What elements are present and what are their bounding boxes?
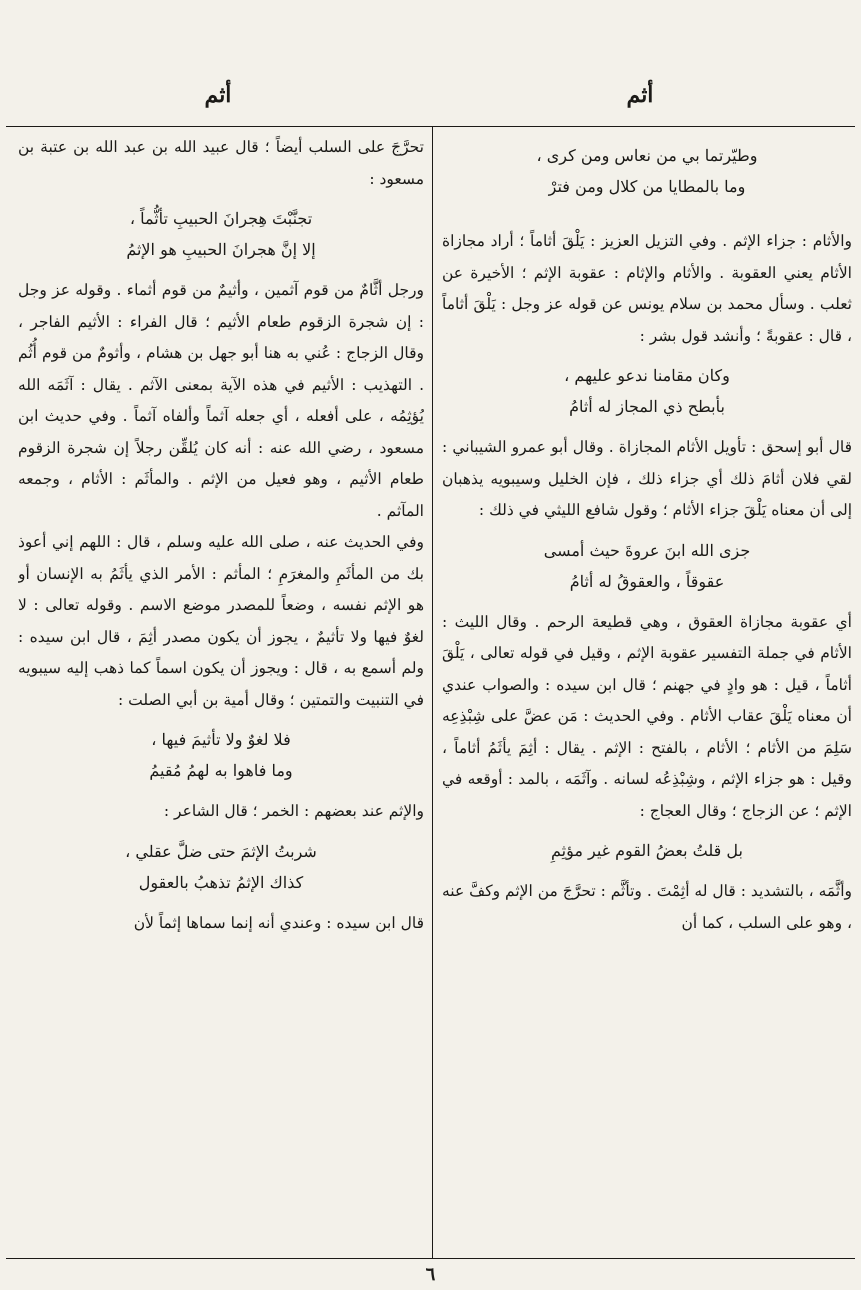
verse-line: شربتُ الإثمَ حتى ضلَّ عقلي ،: [125, 841, 317, 861]
paragraph: والأثام : جزاء الإثم . وفي التزيل العزيز : يَلْقَ أثاماً ؛ أراد مجازاة الأثام يعني العقوبة . والأثام والإثام : عقوبة الإثم ؛ الأخيرة عن ثعلب . وسأل محمد بن سلام يونس عن قوله عز وجل : يَلْقَ أثاماً ، قال : عقوبةً ؛ وأنشد قول بشر :: [442, 232, 852, 345]
verse-block: [442, 835, 852, 866]
header-headword-left: أثم: [204, 82, 232, 108]
verse-block: [442, 535, 852, 597]
verse-line: وطيّرتما بي من نعاس ومن كرى ،: [536, 146, 758, 165]
verse-line: بأبطح ذي المجاز له أثامُ: [569, 397, 725, 416]
paragraph: قال أبو إسحق : تأويل الأثام المجازاة . وقال أبو عمرو الشيباني : لقي فلان أثامَ ذلك أي جزاء ذلك ، فإن الخليل وسيبويه يذهبان إلى أن معناه يَلْقَ جزاء الأثام ؛ وقول شافع الليثي في ذلك :: [442, 438, 852, 519]
top-rule: [6, 126, 855, 127]
verse-line: وما فاهوا به لهمُ مُقيمُ: [149, 761, 293, 780]
paragraph: ورجل أثَّامٌ من قوم آثمين ، وأثيمٌ من قوم أثماء . وقوله عز وجل : إن شجرة الزقوم طعام الأثيم ؛ قال الفراء : الأثيم الفاجر ، وقال الزجاج : عُني به هنا أبو جهل بن هشام ، وأثومٌ من قوم أُثُم . التهذيب : الأثيم في هذه الآية بمعنى الآثم . يقال : آثَمَه الله يُؤثِمُه ، على أفعله ، أي جعله آثماً وألفاه آثماً . وفي حديث ابن مسعود ، رضي الله عنه : أنه كان يُلقِّن رجلاً إن شجرة الزقوم طعام الأثيم ، وهو فعيل من الإثم . والمأثَم : الأثام ، وجمعه المآثم .: [18, 281, 424, 520]
verse-line: تجنَّبْتَ هِجرانَ الحبيبِ تأثُّماً ،: [129, 209, 313, 228]
verse-line: كذاك الإثمُ تذهبُ بالعقول: [138, 872, 304, 892]
paragraph: وفي الحديث عنه ، صلى الله عليه وسلم ، قال : اللهم إني أعوذ بك من المأثَمِ والمغرَمِ ؛ المأثم : الأمر الذي يأثَمُ به الإنسان أو هو الإثم نفسه ، وضعاً للمصدر موضع الاسم . وقوله تعالى : لا لغوٌ فيها ولا تأثيمٌ ، يجوز أن يكون مصدر أثِمَ ، قال ابن سيده : ولم أسمع به ، قال : ويجوز أن يكون اسماً كما ذهب إليه سيبويه في التنبيت والتمتين ؛ وقال أمية بن أبي الصلت :: [18, 533, 424, 709]
bottom-rule: [6, 1258, 855, 1259]
verse-line: بل قلتُ بعضُ القوم غير مؤثِمِ: [551, 841, 743, 860]
paragraph: تحرَّجَ على السلب أيضاً ؛ قال عبيد الله بن عبد الله بن عتبة بن مسعود :: [18, 138, 424, 188]
paragraph: أي عقوبة مجازاة العقوق ، وهي قطيعة الرحم . وقال الليث : الأثام في جملة التفسير عقوبة الإثم ، وقيل في قوله تعالى ، يَلْقَ أثاماً ، قيل : هو وادٍ في جهنم ؛ قال ابن سيده : والصواب عندي أن معناه يَلْقَ عقاب الأثام . وفي الحديث : مَن عضَّ على شِبْذِعِه سَلِمَ من الأثام ؛ الأثام ، بالفتح : الإثم . يقال : أثِمَ يأثَمُ أثاماً ، وقيل : هو جزاء الإثم ، وشِبْذِعُه لسانه . وآثَمَه ، بالمد : أوقعه في الإثم ؛ عن الزجاج ؛ وقال العجاج :: [442, 612, 852, 820]
verse-block: [442, 140, 852, 202]
paragraph: والإثم عند بعضهم : الخمر ؛ قال الشاعر :: [163, 802, 424, 820]
paragraph: قال ابن سيده : وعندي أنه إنما سماها إثماً لأن: [133, 913, 424, 932]
verse-block: [18, 724, 424, 786]
verse-block: [442, 360, 852, 422]
page-number: ٦: [425, 1264, 436, 1285]
verse-line: إلا إنَّ هجرانَ الحبيبِ هو الإثمُ: [126, 240, 316, 259]
verse-line: عقوقاً ، والعقوقُ له أثامُ: [569, 571, 725, 591]
verse-block: [18, 836, 424, 898]
paragraph: وأثَّمَه ، بالتشديد : قال له أثِمْتَ . وتأثَّم : تحرَّجَ من الإثم وكفَّ عنه ، وهو على السلب ، كما أن: [442, 882, 852, 932]
verse-line: فلا لغوٌ ولا تأثيمَ فيها ،: [151, 730, 291, 749]
header-headword-right: أثم: [626, 82, 654, 108]
verse-line: وما بالمطايا من كلال ومن فترْ: [548, 177, 746, 196]
verse-line: جزى الله ابنَ عروةَ حيث أمسى: [543, 540, 751, 560]
left-column: [18, 132, 424, 1252]
right-column: [442, 132, 852, 1252]
column-divider: [432, 126, 433, 1258]
verse-line: وكان مقامنا ندعو عليهم ،: [564, 366, 730, 385]
verse-block: [18, 203, 424, 265]
